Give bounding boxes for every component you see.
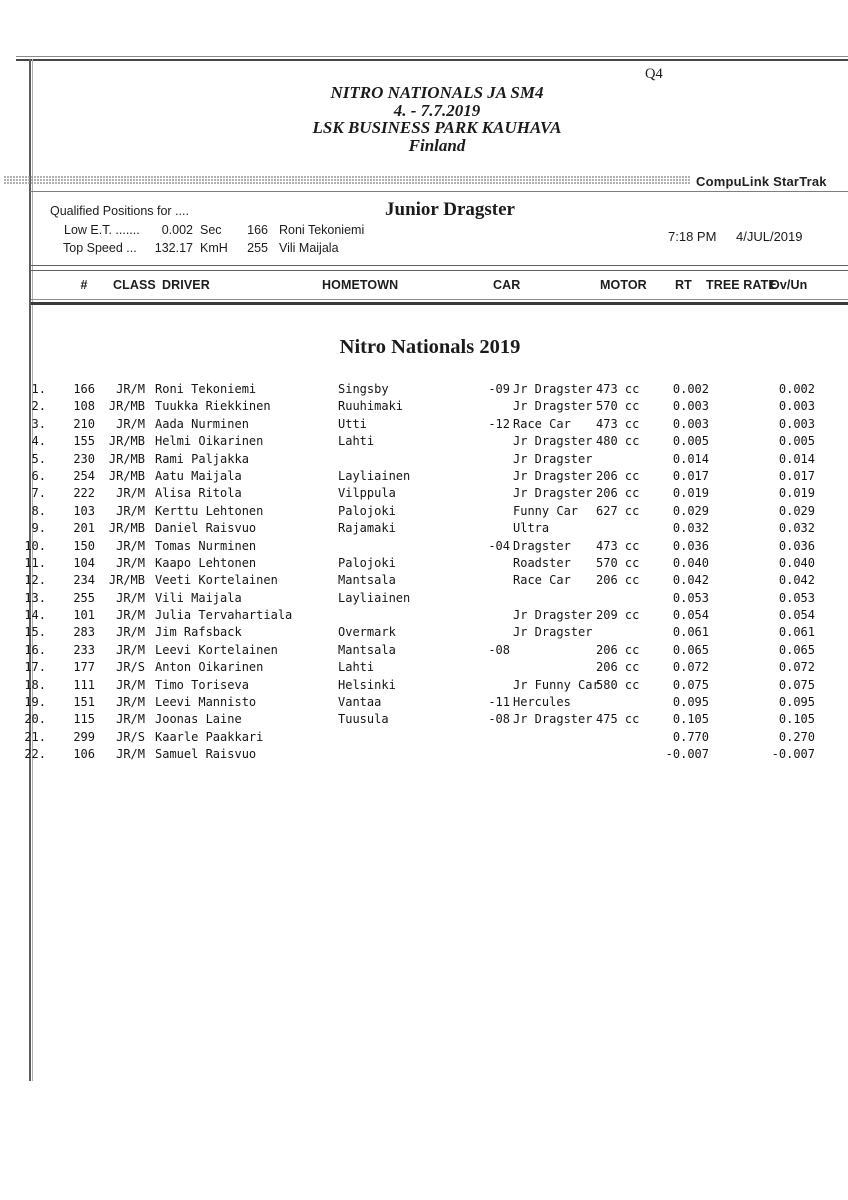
cell-car: Jr Dragster bbox=[513, 712, 593, 727]
table-row bbox=[0, 624, 848, 641]
top-speed-value: 132.17 bbox=[154, 241, 193, 255]
cell-hometown: Helsinki bbox=[338, 677, 396, 692]
cell-car: Jr Dragster bbox=[513, 399, 593, 414]
cell-position: 16. bbox=[24, 642, 46, 657]
cell-car-number: 234 bbox=[73, 573, 95, 588]
cell-hometown: Vilppula bbox=[338, 486, 396, 501]
cell-hometown: Ruuhimaki bbox=[338, 399, 404, 414]
cell-motor: 206 cc bbox=[596, 573, 640, 588]
cell-car: Jr Dragster bbox=[513, 382, 593, 396]
cell-position: 11. bbox=[24, 555, 46, 570]
cell-ovun: 0.019 bbox=[778, 486, 815, 501]
cell-driver: Alisa Ritola bbox=[155, 486, 242, 501]
cell-class: JR/M bbox=[116, 503, 145, 518]
cell-driver: Vili Maijala bbox=[155, 590, 242, 605]
table-row bbox=[0, 416, 848, 433]
cell-rt: 0.032 bbox=[672, 521, 709, 536]
thin-separator-line bbox=[30, 191, 848, 192]
cell-ovun: 0.003 bbox=[778, 416, 815, 431]
table-row bbox=[0, 642, 848, 659]
cell-hometown: Singsby bbox=[338, 382, 389, 396]
cell-position: 1. bbox=[31, 382, 46, 396]
cell-position: 21. bbox=[24, 729, 46, 744]
cell-class: JR/S bbox=[116, 660, 145, 675]
cell-rt: 0.072 bbox=[672, 660, 709, 675]
cell-car-number: 103 bbox=[73, 503, 95, 518]
cell-ovun: 0.042 bbox=[778, 573, 815, 588]
cell-motor: 206 cc bbox=[596, 642, 640, 657]
column-header-driver: DRIVER bbox=[162, 278, 210, 292]
cell-class: JR/M bbox=[116, 695, 145, 710]
table-row bbox=[0, 694, 848, 711]
cell-ovun: -0.007 bbox=[771, 747, 815, 762]
cell-rt: -0.007 bbox=[665, 747, 709, 762]
table-row bbox=[0, 659, 848, 676]
table-row bbox=[0, 468, 848, 485]
cell-rt: 0.040 bbox=[672, 555, 709, 570]
cell-car: Jr Dragster bbox=[513, 625, 593, 640]
table-row bbox=[0, 433, 848, 450]
cell-driver: Leevi Kortelainen bbox=[155, 642, 278, 657]
cell-ovun: 0.065 bbox=[778, 642, 815, 657]
cell-position: 14. bbox=[24, 608, 46, 623]
cell-car-number: 230 bbox=[73, 451, 95, 466]
qualified-positions-label: Qualified Positions for .... bbox=[50, 204, 189, 218]
cell-class: JR/MB bbox=[108, 434, 145, 449]
cell-driver: Jim Rafsback bbox=[155, 625, 242, 640]
cell-car-number: 201 bbox=[73, 521, 95, 536]
cell-car-number: 106 bbox=[73, 747, 95, 762]
cell-ovun: 0.075 bbox=[778, 677, 815, 692]
cell-driver: Joonas Laine bbox=[155, 712, 242, 727]
cell-driver: Julia Tervahartiala bbox=[155, 608, 293, 623]
table-row bbox=[0, 398, 848, 415]
cell-position: 15. bbox=[24, 625, 46, 640]
cell-ovun: 0.017 bbox=[778, 468, 815, 483]
cell-car: Jr Funny Car bbox=[513, 677, 600, 692]
cell-car: Funny Car bbox=[513, 503, 579, 518]
cell-driver: Kerttu Lehtonen bbox=[155, 503, 264, 518]
cell-car-number: 254 bbox=[73, 468, 95, 483]
cell-hometown: Mantsala bbox=[338, 573, 396, 588]
event-country: Finland bbox=[408, 135, 466, 155]
cell-car: Race Car bbox=[513, 573, 571, 588]
cell-driver: Tuukka Riekkinen bbox=[155, 399, 271, 414]
cell-car-year-prefix: -09 bbox=[488, 382, 510, 396]
cell-driver: Kaarle Paakkari bbox=[155, 729, 264, 744]
event-venue: LSK BUSINESS PARK KAUHAVA bbox=[312, 118, 562, 137]
cell-car: Jr Dragster bbox=[513, 451, 593, 466]
cell-ovun: 0.032 bbox=[778, 521, 815, 536]
cell-driver: Anton Oikarinen bbox=[155, 660, 264, 675]
cell-position: 2. bbox=[31, 399, 46, 414]
cell-motor: 475 cc bbox=[596, 712, 640, 727]
column-header-class: CLASS bbox=[113, 278, 156, 292]
low-et-unit: Sec bbox=[200, 223, 222, 237]
cell-driver: Veeti Kortelainen bbox=[155, 573, 278, 588]
cell-driver: Rami Paljakka bbox=[155, 451, 249, 466]
cell-class: JR/MB bbox=[108, 573, 145, 588]
cell-rt: 0.003 bbox=[672, 416, 709, 431]
cell-hometown: Layliainen bbox=[338, 468, 411, 483]
cell-motor: 473 cc bbox=[596, 416, 640, 431]
table-row bbox=[0, 520, 848, 537]
cell-car: Hercules bbox=[513, 695, 571, 710]
cell-car-year-prefix: -12 bbox=[488, 416, 510, 431]
cell-rt: 0.002 bbox=[672, 382, 709, 396]
cell-rt: 0.005 bbox=[672, 434, 709, 449]
cell-class: JR/M bbox=[116, 608, 145, 623]
cell-motor: 480 cc bbox=[596, 434, 640, 449]
low-et-car-number: 166 bbox=[247, 223, 268, 237]
cell-car-year-prefix: -08 bbox=[488, 712, 510, 727]
cell-car-number: 233 bbox=[73, 642, 95, 657]
cell-rt: 0.095 bbox=[672, 695, 709, 710]
cell-driver: Tomas Nurminen bbox=[155, 538, 257, 553]
cell-motor: 473 cc bbox=[596, 538, 640, 553]
cell-car: Dragster bbox=[513, 538, 571, 553]
cell-position: 13. bbox=[24, 590, 46, 605]
cell-driver: Leevi Mannisto bbox=[155, 695, 257, 710]
low-et-label: Low E.T. ....... bbox=[64, 223, 140, 237]
cell-car-number: 151 bbox=[73, 695, 95, 710]
cell-car-number: 115 bbox=[73, 712, 95, 727]
table-row bbox=[0, 572, 848, 589]
cell-class: JR/M bbox=[116, 538, 145, 553]
cell-hometown: Overmark bbox=[338, 625, 396, 640]
cell-rt: 0.061 bbox=[672, 625, 709, 640]
table-header-row bbox=[0, 278, 848, 294]
cell-position: 22. bbox=[24, 747, 46, 762]
cell-car: Ultra bbox=[513, 521, 550, 536]
top-speed-driver: Vili Maijala bbox=[279, 241, 339, 255]
cell-class: JR/MB bbox=[108, 468, 145, 483]
results-rows bbox=[0, 381, 848, 764]
cell-class: JR/M bbox=[116, 486, 145, 501]
cell-driver: Samuel Raisvuo bbox=[155, 747, 257, 762]
cell-driver: Aatu Maijala bbox=[155, 468, 242, 483]
cell-ovun: 0.072 bbox=[778, 660, 815, 675]
cell-position: 9. bbox=[31, 521, 46, 536]
cell-car-number: 150 bbox=[73, 538, 95, 553]
cell-car: Jr Dragster bbox=[513, 608, 593, 623]
cell-hometown: Lahti bbox=[338, 434, 375, 449]
cell-car-number: 283 bbox=[73, 625, 95, 640]
cell-position: 10. bbox=[24, 538, 46, 553]
low-et-value: 0.002 bbox=[161, 223, 193, 237]
results-title: Nitro Nationals 2019 bbox=[339, 336, 521, 358]
cell-class: JR/M bbox=[116, 416, 145, 431]
cell-ovun: 0.036 bbox=[778, 538, 815, 553]
cell-hometown: Lahti bbox=[338, 660, 375, 675]
cell-class: JR/M bbox=[116, 747, 145, 762]
cell-position: 8. bbox=[31, 503, 46, 518]
cell-position: 5. bbox=[31, 451, 46, 466]
cell-position: 12. bbox=[24, 573, 46, 588]
cell-car-number: 111 bbox=[73, 677, 95, 692]
double-separator-line bbox=[31, 265, 848, 271]
cell-car-year-prefix: -11 bbox=[488, 695, 510, 710]
cell-ovun: 0.095 bbox=[778, 695, 815, 710]
cell-car-number: 210 bbox=[73, 416, 95, 431]
table-row bbox=[0, 555, 848, 572]
cell-position: 6. bbox=[31, 468, 46, 483]
cell-driver: Timo Toriseva bbox=[155, 677, 249, 692]
cell-ovun: 0.054 bbox=[778, 608, 815, 623]
cell-motor: 570 cc bbox=[596, 555, 640, 570]
cell-rt: 0.003 bbox=[672, 399, 709, 414]
cell-motor: 627 cc bbox=[596, 503, 640, 518]
cell-motor: 580 cc bbox=[596, 677, 640, 692]
timing-brand-label: CompuLink StarTrak bbox=[696, 174, 827, 189]
table-row bbox=[0, 485, 848, 502]
cell-car: Race Car bbox=[513, 416, 571, 431]
cell-rt: 0.105 bbox=[672, 712, 709, 727]
cell-ovun: 0.061 bbox=[778, 625, 815, 640]
cell-class: JR/S bbox=[116, 729, 145, 744]
cell-car-year-prefix: -08 bbox=[488, 642, 510, 657]
cell-rt: 0.075 bbox=[672, 677, 709, 692]
print-date: 4/JUL/2019 bbox=[736, 229, 803, 244]
cell-ovun: 0.029 bbox=[778, 503, 815, 518]
column-header-tree-rate: TREE RATE bbox=[706, 278, 777, 292]
cell-class: JR/M bbox=[116, 590, 145, 605]
cell-car-number: 104 bbox=[73, 555, 95, 570]
cell-rt: 0.042 bbox=[672, 573, 709, 588]
cell-car-number: 299 bbox=[73, 729, 95, 744]
column-header-position: # bbox=[80, 278, 88, 292]
cell-hometown: Rajamaki bbox=[338, 521, 396, 536]
cell-position: 3. bbox=[31, 416, 46, 431]
cell-driver: Kaapo Lehtonen bbox=[155, 555, 257, 570]
cell-motor: 206 cc bbox=[596, 486, 640, 501]
cell-car-number: 108 bbox=[73, 399, 95, 414]
cell-driver: Helmi Oikarinen bbox=[155, 434, 264, 449]
cell-rt: 0.053 bbox=[672, 590, 709, 605]
cell-position: 4. bbox=[31, 434, 46, 449]
low-et-driver: Roni Tekoniemi bbox=[279, 223, 365, 237]
category-title: Junior Dragster bbox=[385, 199, 515, 220]
event-title-block bbox=[313, 84, 562, 154]
cell-class: JR/M bbox=[116, 677, 145, 692]
cell-car-number: 177 bbox=[73, 660, 95, 675]
cell-car-number: 166 bbox=[73, 382, 95, 396]
cell-car-number: 222 bbox=[73, 486, 95, 501]
cell-rt: 0.065 bbox=[672, 642, 709, 657]
cell-motor: 206 cc bbox=[596, 468, 640, 483]
cell-car: Roadster bbox=[513, 555, 571, 570]
top-border-line bbox=[16, 56, 848, 61]
table-row bbox=[0, 451, 848, 468]
cell-motor: 206 cc bbox=[596, 660, 640, 675]
cell-hometown: Mantsala bbox=[338, 642, 396, 657]
cell-car-number: 101 bbox=[73, 608, 95, 623]
session-label: Q4 bbox=[645, 66, 663, 82]
cell-position: 17. bbox=[24, 660, 46, 675]
cell-ovun: 0.053 bbox=[778, 590, 815, 605]
cell-car-number: 255 bbox=[73, 590, 95, 605]
table-row bbox=[0, 538, 848, 555]
cell-rt: 0.054 bbox=[672, 608, 709, 623]
cell-class: JR/M bbox=[116, 642, 145, 657]
cell-class: JR/MB bbox=[108, 399, 145, 414]
cell-class: JR/M bbox=[116, 712, 145, 727]
cell-class: JR/MB bbox=[108, 521, 145, 536]
cell-rt: 0.019 bbox=[672, 486, 709, 501]
table-row bbox=[0, 590, 848, 607]
table-row bbox=[0, 746, 848, 763]
event-name: NITRO NATIONALS JA SM4 bbox=[330, 83, 544, 102]
cell-hometown: Tuusula bbox=[338, 712, 389, 727]
cell-rt: 0.014 bbox=[672, 451, 709, 466]
table-row bbox=[0, 677, 848, 694]
cell-hometown: Utti bbox=[338, 416, 367, 431]
cell-position: 18. bbox=[24, 677, 46, 692]
event-dates: 4. - 7.7.2019 bbox=[393, 100, 481, 120]
cell-hometown: Palojoki bbox=[338, 555, 396, 570]
cell-position: 20. bbox=[24, 712, 46, 727]
cell-class: JR/M bbox=[116, 382, 145, 396]
table-row bbox=[0, 729, 848, 746]
cell-driver: Aada Nurminen bbox=[155, 416, 249, 431]
top-speed-unit: KmH bbox=[200, 241, 228, 255]
cell-motor: 209 cc bbox=[596, 608, 640, 623]
cell-rt: 0.036 bbox=[672, 538, 709, 553]
cell-ovun: 0.003 bbox=[778, 399, 815, 414]
cell-car-number: 155 bbox=[73, 434, 95, 449]
top-speed-car-number: 255 bbox=[247, 241, 268, 255]
cell-car-year-prefix: -04 bbox=[488, 538, 510, 553]
table-row bbox=[0, 607, 848, 624]
print-time: 7:18 PM bbox=[668, 229, 717, 244]
halftone-band bbox=[4, 176, 690, 185]
column-header-ovun: Ov/Un bbox=[770, 278, 808, 292]
cell-class: JR/M bbox=[116, 625, 145, 640]
cell-driver: Roni Tekoniemi bbox=[155, 382, 257, 396]
cell-rt: 0.029 bbox=[672, 503, 709, 518]
column-header-motor: MOTOR bbox=[600, 278, 647, 292]
cell-ovun: 0.105 bbox=[778, 712, 815, 727]
cell-ovun: 0.005 bbox=[778, 434, 815, 449]
column-header-car: CAR bbox=[493, 278, 521, 292]
cell-hometown: Layliainen bbox=[338, 590, 411, 605]
cell-motor: 473 cc bbox=[596, 382, 640, 396]
cell-motor: 570 cc bbox=[596, 399, 640, 414]
cell-rt: 0.017 bbox=[672, 468, 709, 483]
cell-ovun: 0.002 bbox=[778, 382, 815, 396]
top-speed-label: Top Speed ... bbox=[63, 241, 137, 255]
table-row bbox=[0, 503, 848, 520]
cell-car: Jr Dragster bbox=[513, 468, 593, 483]
cell-car: Jr Dragster bbox=[513, 434, 593, 449]
cell-driver: Daniel Raisvuo bbox=[155, 521, 257, 536]
cell-class: JR/M bbox=[116, 555, 145, 570]
cell-position: 7. bbox=[31, 486, 46, 501]
column-header-rt: RT bbox=[675, 278, 692, 292]
column-header-hometown: HOMETOWN bbox=[322, 278, 399, 292]
cell-position: 19. bbox=[24, 695, 46, 710]
cell-rt: 0.770 bbox=[672, 729, 709, 744]
cell-ovun: 0.270 bbox=[778, 729, 815, 744]
table-row bbox=[0, 381, 848, 398]
cell-ovun: 0.014 bbox=[778, 451, 815, 466]
thick-separator-line bbox=[31, 299, 848, 305]
cell-hometown: Vantaa bbox=[338, 695, 382, 710]
cell-ovun: 0.040 bbox=[778, 555, 815, 570]
cell-hometown: Palojoki bbox=[338, 503, 396, 518]
cell-car: Jr Dragster bbox=[513, 486, 593, 501]
table-row bbox=[0, 711, 848, 728]
cell-class: JR/MB bbox=[108, 451, 145, 466]
